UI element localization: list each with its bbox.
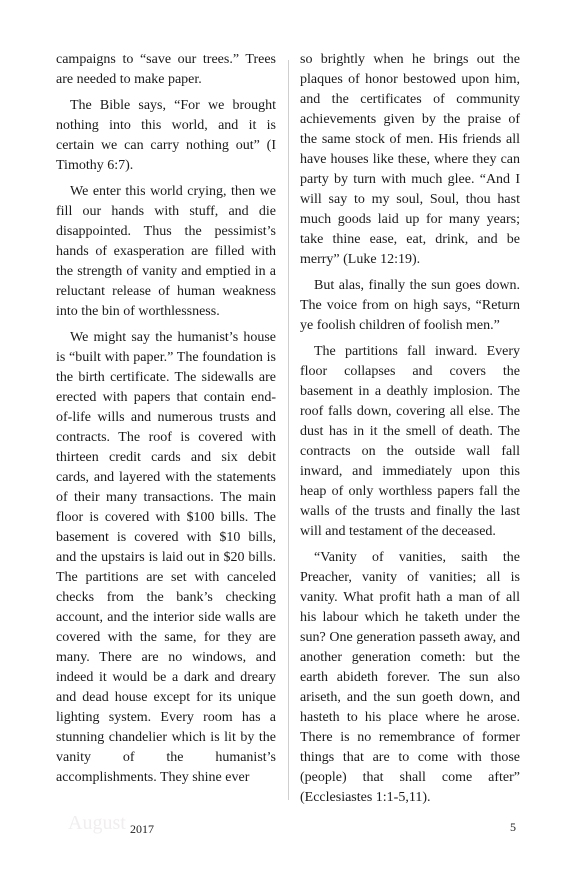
paragraph: But alas, finally the sun goes down. The voice from on high says, “Return ye foolish children of foolish men.”	[300, 278, 520, 333]
paragraph: We enter this world crying, then we fill our hands with stuff, and die disappointed. Thus the pessimist’s hands of exasperation are filled with the strength of vanity and emptied in a reluctant release of human weakness into the bin of worthlessness.	[56, 184, 276, 319]
footer-month: August	[68, 812, 126, 834]
left-text-column	[56, 50, 276, 794]
page-number: 5	[510, 820, 516, 834]
paragraph: so brightly when he brings out the plaques of honor bestowed upon him, and the certificates of community achievements given by the praise of the same stock of men. His friends all have houses like these, where they can party by turn with much glee. “And I will say to my soul, Soul, thou hast much goods laid up for many years; take thine ease, eat, drink, and be merry” (Luke 12:19).	[300, 52, 520, 267]
paragraph: “Vanity of vanities, saith the Preacher, vanity of vanities; all is vanity. What profit hath a man of all his labour which he taketh under the sun? One generation passeth away, and another generation cometh: but the earth abideth forever. The sun also ariseth, and the sun goeth down, and hasteth to his place where he arose. There is no remembrance of former things that are to come with those (people) that shall come after” (Ecclesiastes 1:1-5,11).	[300, 550, 520, 805]
paragraph: We might say the humanist’s house is “built with paper.” The foundation is the birth certificate. The sidewalls are erected with papers that contain end-of-life wills and numerous trusts and contracts. The roof is covered with thirteen credit cards and six debit cards, and layered with the statements of their many transactions. The main floor is covered with $100 bills. The basement is covered with $10 bills, and the upstairs is laid out in $20 bills. The partitions are set with canceled checks from the bank’s checking account, and the interior side walls are covered with the same, for they are many. There are no windows, and indeed it would be a dark and dreary and dead house except for its unique lighting system. Every room has a stunning chandelier which is lit by the vanity of the humanist’s accomplishments. They shine ever	[56, 330, 276, 785]
paragraph: The partitions fall inward. Every floor collapses and covers the basement in a deathly implosion. The roof falls down, covering all else. The dust has in it the smell of death. The contracts on the outside wall fall inward, and immediately upon this heap of only worthless papers fall the walls of the trusts and finally the last will and testament of the deceased.	[300, 344, 520, 539]
right-text-column	[300, 50, 520, 814]
footer-year: 2017	[130, 822, 154, 836]
column-divider	[288, 60, 289, 800]
paragraph: campaigns to “save our trees.” Trees are needed to make paper.	[56, 52, 276, 87]
paragraph: The Bible says, “For we brought nothing into this world, and it is certain we can carry nothing out” (I Timothy 6:7).	[56, 98, 276, 173]
